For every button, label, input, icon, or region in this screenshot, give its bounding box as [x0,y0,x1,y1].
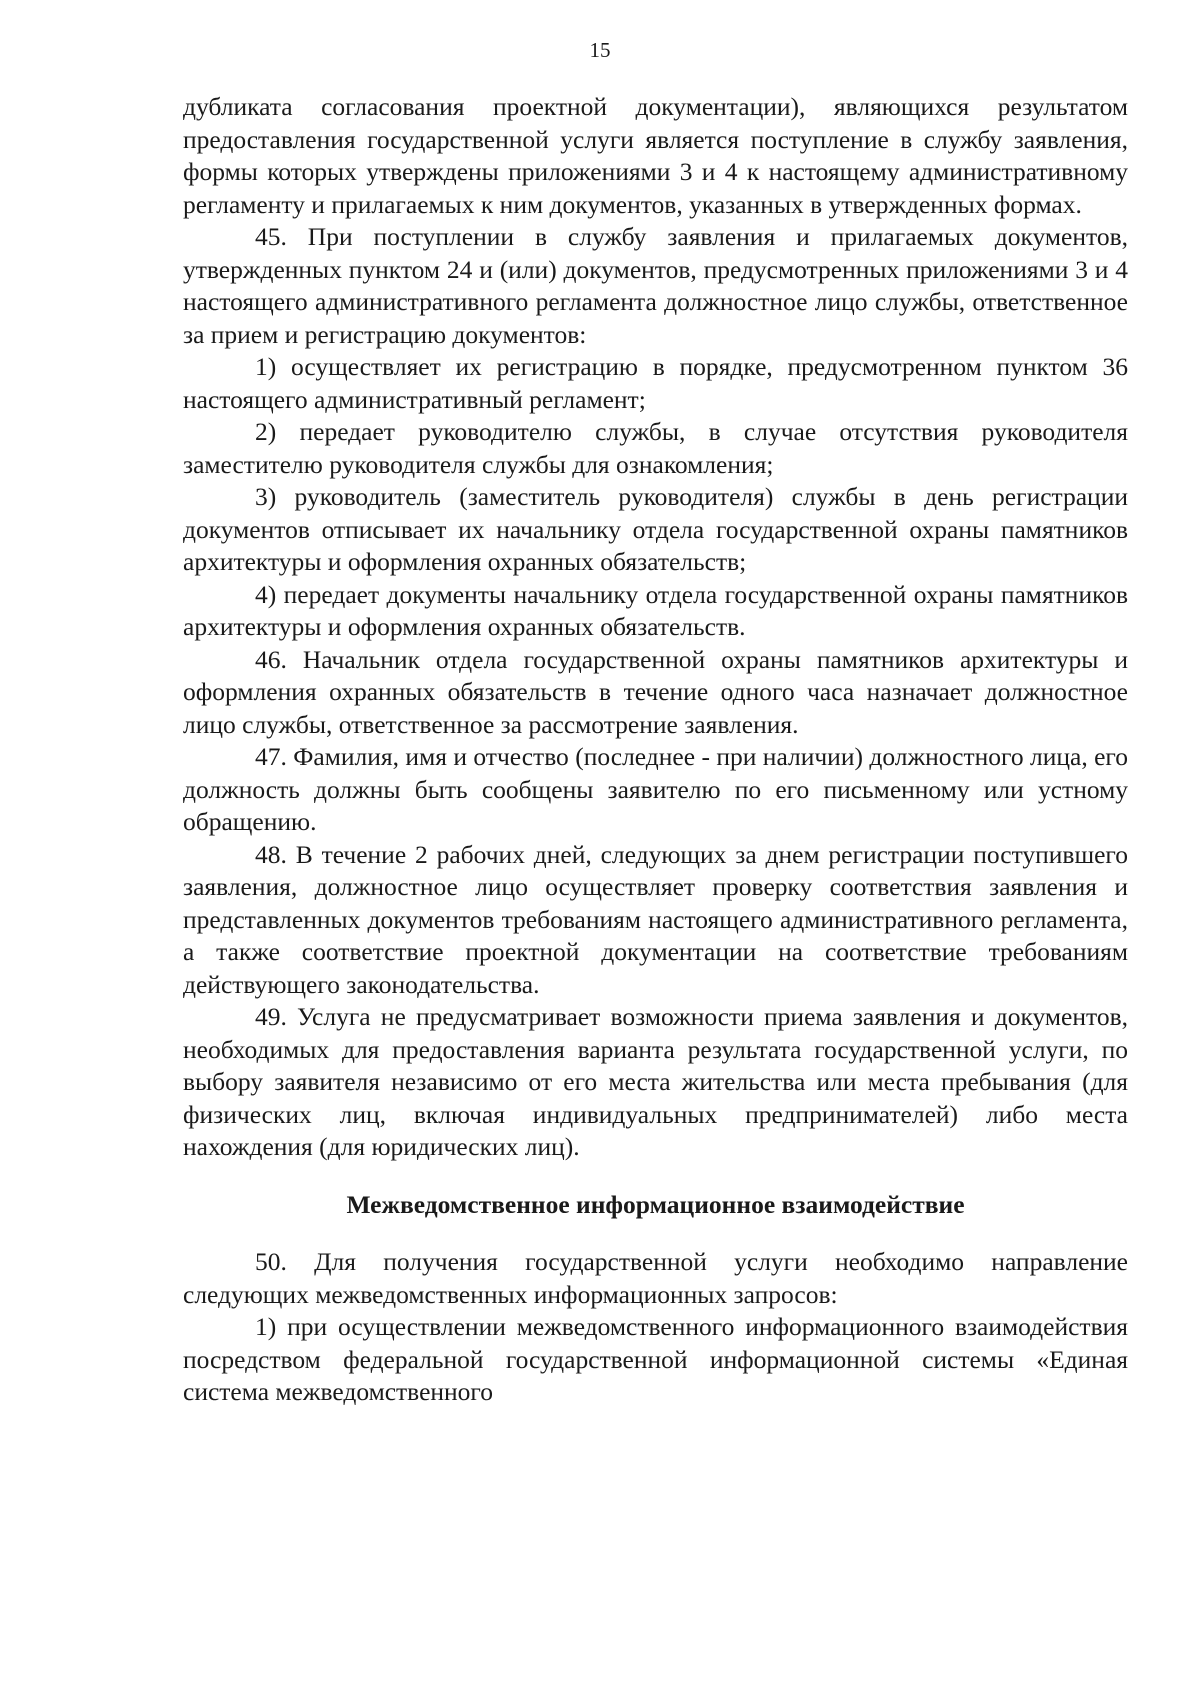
paragraph-45-item-2: 2) передает руководителю службы, в случае отсутствия руководителя заместителю руководителя службы для ознакомления; [183,417,1128,479]
document-body [183,91,1128,1409]
page-number: 15 [589,38,611,62]
paragraph-50: 50. Для получения государственной услуги необходимо направление следующих межведомственных информационных запросов: [183,1247,1128,1309]
paragraph-45-item-4: 4) передает документы начальнику отдела государственной охраны памятников архитектуры и оформления охранных обязательств. [183,579,1128,641]
paragraph-47: 47. Фамилия, имя и отчество (последнее - при наличии) должностного лица, его должность должны быть сообщены заявителю по его письменному или устному обращению. [183,742,1128,836]
paragraph-48: 48. В течение 2 рабочих дней, следующих за днем регистрации поступившего заявления, должностное лицо осуществляет проверку соответствия заявления и представленных документов требованиям настоящего административного регламента, а также соответствие проектной документации на соответствие требованиям действующего законодательства. [183,839,1128,999]
paragraph-45: 45. При поступлении в службу заявления и прилагаемых документов, утвержденных пунктом 24 и (или) документов, предусмотренных приложениями 3 и 4 настоящего административного регламента должностное лицо службы, ответственное за прием и регистрацию документов: [183,222,1128,349]
paragraph-50-item-1: 1) при осуществлении межведомственного информационного взаимодействия посредством федеральной государственной информационной системы «Единая система межведомственного [183,1312,1128,1406]
section-heading: Межведомственное информационное взаимодействие [346,1189,965,1219]
paragraph-45-item-1: 1) осуществляет их регистрацию в порядке, предусмотренном пунктом 36 настоящего административный регламент; [183,352,1128,414]
paragraph-49: 49. Услуга не предусматривает возможности приема заявления и документов, необходимых для предоставления варианта результата государственной услуги, по выбору заявителя независимо от его места жительства или места пребывания (для физических лиц, включая индивидуальных предпринимателей) либо места нахождения (для юридических лиц). [183,1002,1128,1161]
paragraph-46: 46. Начальник отдела государственной охраны памятников архитектуры и оформления охранных обязательств в течение одного часа назначает должностное лицо службы, ответственное за рассмотрение заявления. [183,644,1128,739]
paragraph-continuation: дубликата согласования проектной документации), являющихся результатом предоставления государственной услуги является поступление в службу заявления, формы которых утверждены приложениями 3 и 4 к настоящему административному регламенту и прилагаемых к ним документов, указанных в утвержденных формах. [183,92,1128,219]
paragraph-45-item-3: 3) руководитель (заместитель руководителя) службы в день регистрации документов отписывает их начальнику отдела государственной охраны памятников архитектуры и оформления охранных обязательств; [183,482,1128,576]
